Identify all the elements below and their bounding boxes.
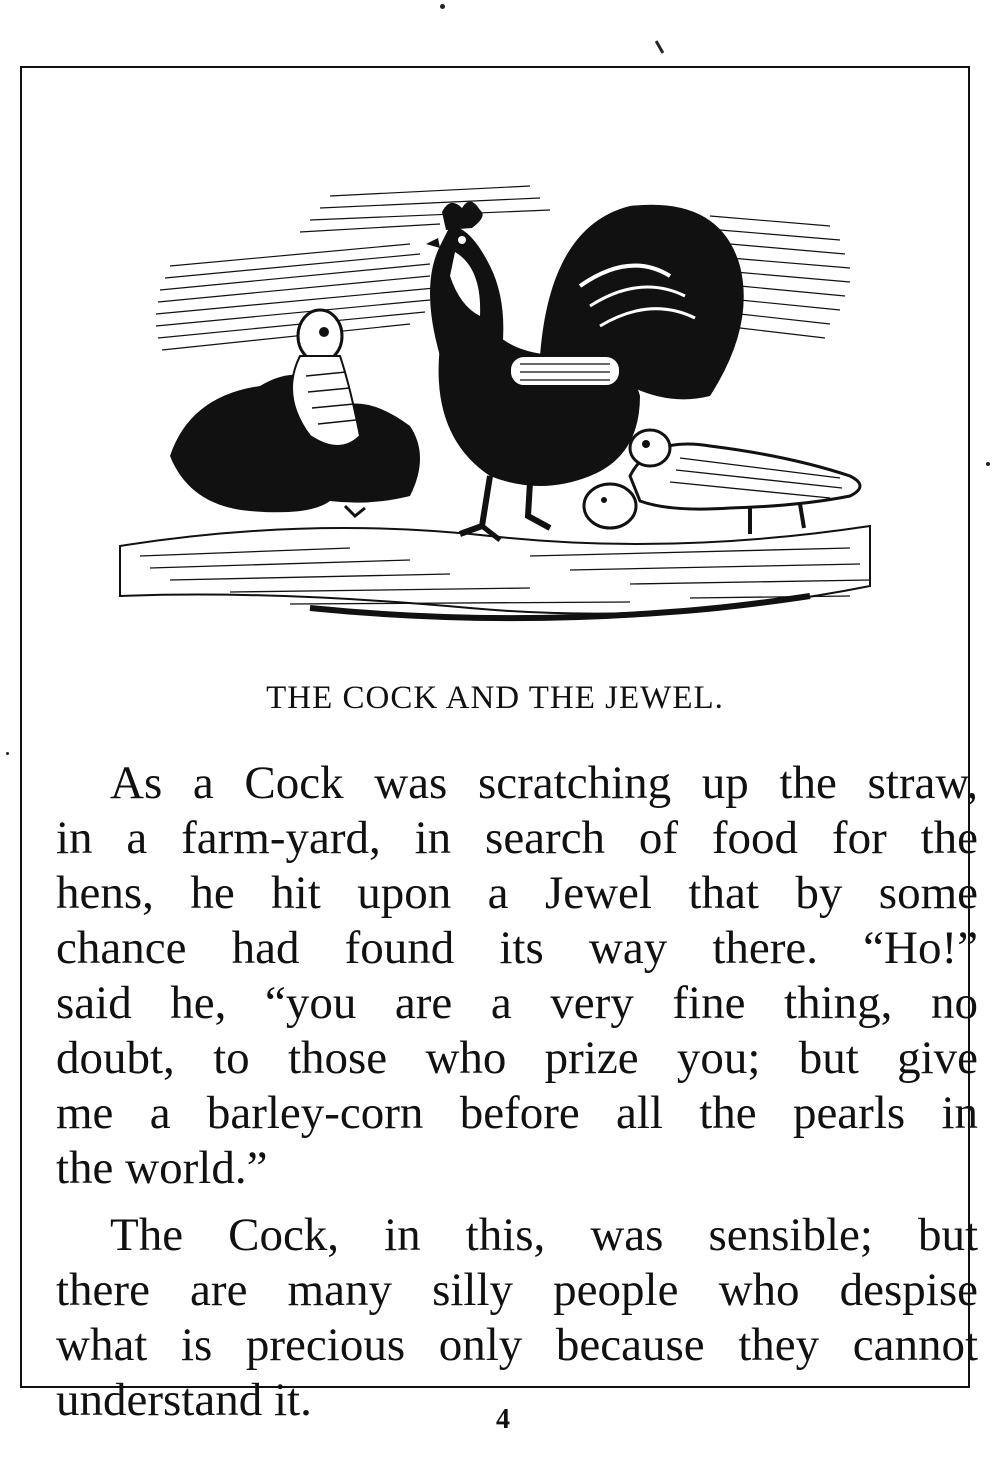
fable-title: THE COCK AND THE JEWEL. [266, 680, 724, 716]
paragraph-line: me a barley-corn before all the pearls in [56, 1087, 978, 1139]
paragraph-line: As a Cock was scratching up the straw, [110, 757, 978, 809]
print-speck [440, 4, 445, 9]
paragraph-line: doubt, to those who prize you; but give [56, 1032, 978, 1084]
paragraph-line: in a farm-yard, in search of food for the [56, 812, 978, 864]
paragraph-line: chance had found its way there. “Ho!” [56, 922, 978, 974]
paragraph-line: the world.” [56, 1142, 268, 1194]
paragraph-1 [56, 756, 978, 1196]
hen-left [170, 310, 420, 516]
paragraph-line: there are many silly people who despise [56, 1264, 978, 1316]
paragraph-line: hens, he hit upon a Jewel that by some [56, 867, 978, 919]
ground [120, 526, 870, 618]
page-number: 4 [496, 1404, 510, 1435]
paragraph-line: said he, “you are a very fine thing, no [56, 977, 978, 1029]
paragraph-2 [56, 1208, 978, 1428]
print-speck [986, 462, 990, 466]
paragraph-line: understand it. [56, 1374, 312, 1426]
print-speck [6, 752, 9, 755]
print-speck [655, 40, 665, 54]
rooster-woodcut-illustration [110, 156, 890, 636]
page-frame [20, 66, 978, 1426]
paragraph-line: The Cock, in this, was sensible; but [110, 1209, 978, 1261]
paragraph-line: what is precious only because they cannot [56, 1319, 978, 1371]
